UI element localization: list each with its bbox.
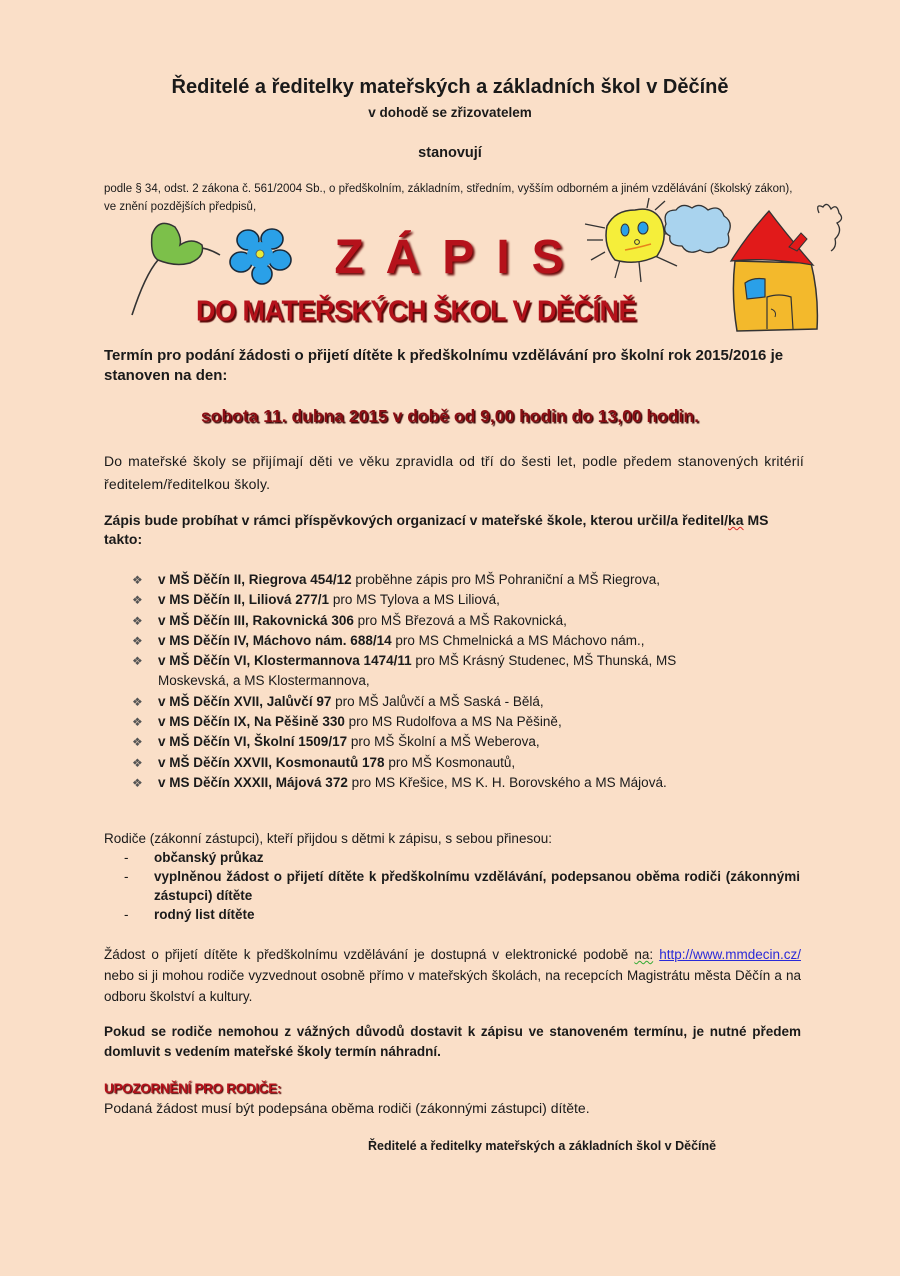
page-title: Ředitelé a ředitelky mateřských a základních škol v Děčíně bbox=[171, 76, 729, 98]
location-detail: pro MS Křešice, MS K. H. Borovského a MS Májová. bbox=[347, 774, 667, 790]
bullet-icon: ❖ bbox=[132, 654, 143, 669]
location-detail: pro MS Rudolfova a MS Na Pěšině, bbox=[344, 714, 562, 730]
organization-intro-spell: ka bbox=[728, 512, 744, 528]
dash-bullet: - bbox=[124, 869, 129, 884]
warning-heading: UPOZORNĚNÍ PRO RODIČE: bbox=[104, 1081, 282, 1096]
alternate-date-info: Pokud se rodiče nemohou z vážných důvodů dostavit k zápisu ve stanoveném termínu, je nutné předem domluvit s vedením mateřské školy termín náhradní. bbox=[104, 1024, 801, 1059]
organization-intro-end: MS takto: bbox=[104, 512, 769, 547]
availability-na: na: bbox=[634, 947, 654, 962]
list-item bbox=[132, 712, 832, 732]
location-place: v MŠ Děčín VI, Školní 1509/17 bbox=[158, 734, 348, 750]
location-detail: pro MS Tylova a MS Liliová, bbox=[329, 592, 500, 608]
parents-section bbox=[104, 829, 804, 924]
deadline-date: sobota 11. dubna 2015 v době od 9,00 hodin do 13,00 hodin. bbox=[201, 406, 699, 426]
availability-text-end: nebo si ji mohou rodiče vyzvednout osobně přímo v mateřských školách, na recepcích Magistrátu města Děčín a na odboru školství a kultury. bbox=[104, 968, 801, 1004]
location-place: v MS Děčín XXXII, Májová 372 bbox=[158, 774, 348, 790]
dash-bullet: - bbox=[124, 907, 129, 922]
age-info: Do mateřské školy se přijímají děti ve věku zpravidla od tří do šesti let, podle předem stanovených kritérií ředitelem/ředitelkou školy. bbox=[104, 453, 804, 492]
bullet-icon: ❖ bbox=[132, 694, 143, 709]
bullet-icon: ❖ bbox=[132, 735, 143, 750]
document-item: občanský průkaz bbox=[154, 850, 264, 865]
location-place: v MS Děčín IX, Na Pěšině 330 bbox=[158, 714, 345, 730]
list-item bbox=[132, 590, 832, 610]
organization-intro-start: Zápis bude probíhat v rámci příspěvkových organizací v mateřské škole, kterou určil/a ředitel/ bbox=[104, 512, 729, 528]
location-detail: pro MS Chmelnická a MS Máchovo nám., bbox=[391, 632, 645, 648]
list-item bbox=[132, 692, 832, 712]
location-detail: pro MŠ Školní a MŠ Weberova, bbox=[347, 734, 540, 750]
list-item bbox=[132, 773, 832, 793]
location-place: v MŠ Děčín XVII, Jalůvčí 97 bbox=[158, 693, 332, 709]
document-item: rodný list dítěte bbox=[154, 907, 255, 922]
signature: Ředitelé a ředitelky mateřských a základních škol v Děčíně bbox=[368, 1139, 717, 1153]
bullet-icon: ❖ bbox=[132, 755, 143, 770]
list-item bbox=[124, 867, 800, 905]
location-detail: proběhne zápis pro MŠ Pohraniční a MŠ Riegrova, bbox=[351, 572, 661, 587]
mmdecin-link[interactable]: http://www.mmdecin.cz/ bbox=[659, 947, 801, 962]
banner-subtitle: DO MATEŘSKÝCH ŠKOL V DĚČÍNĚ bbox=[196, 295, 637, 327]
bullet-icon: ❖ bbox=[132, 613, 143, 628]
list-item bbox=[132, 611, 832, 631]
bullet-icon: ❖ bbox=[132, 775, 143, 790]
document-item: vyplněnou žádost o přijetí dítěte k předškolnímu vzdělávání, podepsanou oběma rodiči (zákonnými zástupci) dítěte bbox=[154, 869, 800, 903]
required-documents-list bbox=[104, 848, 804, 924]
parents-intro: Rodiče (zákonní zástupci), kteří přijdou s dětmi k zápisu, s sebou přinesou: bbox=[104, 831, 552, 846]
decree-verb: stanovují bbox=[418, 145, 482, 161]
availability-info bbox=[104, 944, 801, 1007]
legal-basis: podle § 34, odst. 2 zákona č. 561/2004 Sb., o předškolním, základním, středním, vyšším odborném a jiném vzdělávání (školský zákon), ve znění pozdějších předpisů, bbox=[104, 183, 793, 213]
location-place: v MS Děčín IV, Máchovo nám. 688/14 bbox=[158, 632, 392, 648]
location-list bbox=[132, 570, 832, 793]
dash-bullet: - bbox=[124, 850, 129, 865]
banner-title: ZÁPIS bbox=[334, 231, 586, 284]
location-detail: pro MŠ Kosmonautů, bbox=[384, 754, 516, 770]
deadline-intro: Termín pro podání žádosti o přijetí dítěte k předškolnímu vzdělávání pro školní rok 2015/2016 je stanoven na den: bbox=[104, 347, 784, 384]
bullet-icon: ❖ bbox=[132, 633, 143, 648]
location-place: v MŠ Děčín XXVII, Kosmonautů 178 bbox=[158, 754, 385, 770]
location-place: v MŠ Děčín VI, Klostermannova 1474/11 bbox=[158, 653, 412, 669]
location-place: v MŠ Děčín II, Riegrova 454/12 bbox=[158, 572, 352, 587]
location-detail: pro MŠ Krásný Studenec, MŠ Thunská, MS Moskevská, a MS Klostermannova, bbox=[158, 653, 677, 689]
warning-text: Podaná žádost musí být podepsána oběma rodiči (zákonnými zástupci) dítěte. bbox=[104, 1100, 590, 1116]
location-detail: pro MŠ Jalůvčí a MŠ Saská - Bělá, bbox=[331, 693, 544, 709]
page-subtitle: v dohodě se zřizovatelem bbox=[368, 105, 532, 120]
list-item bbox=[124, 905, 804, 924]
organization-intro bbox=[104, 511, 804, 549]
list-item bbox=[132, 651, 678, 692]
list-item bbox=[132, 631, 832, 651]
availability-text-start: Žádost o přijetí dítěte k předškolnímu vzdělávání je dostupná v elektronické podobě bbox=[104, 947, 635, 962]
bullet-icon: ❖ bbox=[132, 573, 143, 587]
bullet-icon: ❖ bbox=[132, 593, 143, 608]
list-item bbox=[132, 570, 832, 590]
bullet-icon: ❖ bbox=[132, 715, 143, 730]
location-detail: pro MŠ Březová a MŠ Rakovnická, bbox=[353, 612, 567, 628]
list-item bbox=[132, 753, 832, 773]
list-item bbox=[132, 732, 832, 752]
location-place: v MŠ Děčín III, Rakovnická 306 bbox=[158, 612, 354, 628]
location-place: v MS Děčín II, Liliová 277/1 bbox=[158, 592, 330, 608]
list-item bbox=[124, 848, 804, 867]
